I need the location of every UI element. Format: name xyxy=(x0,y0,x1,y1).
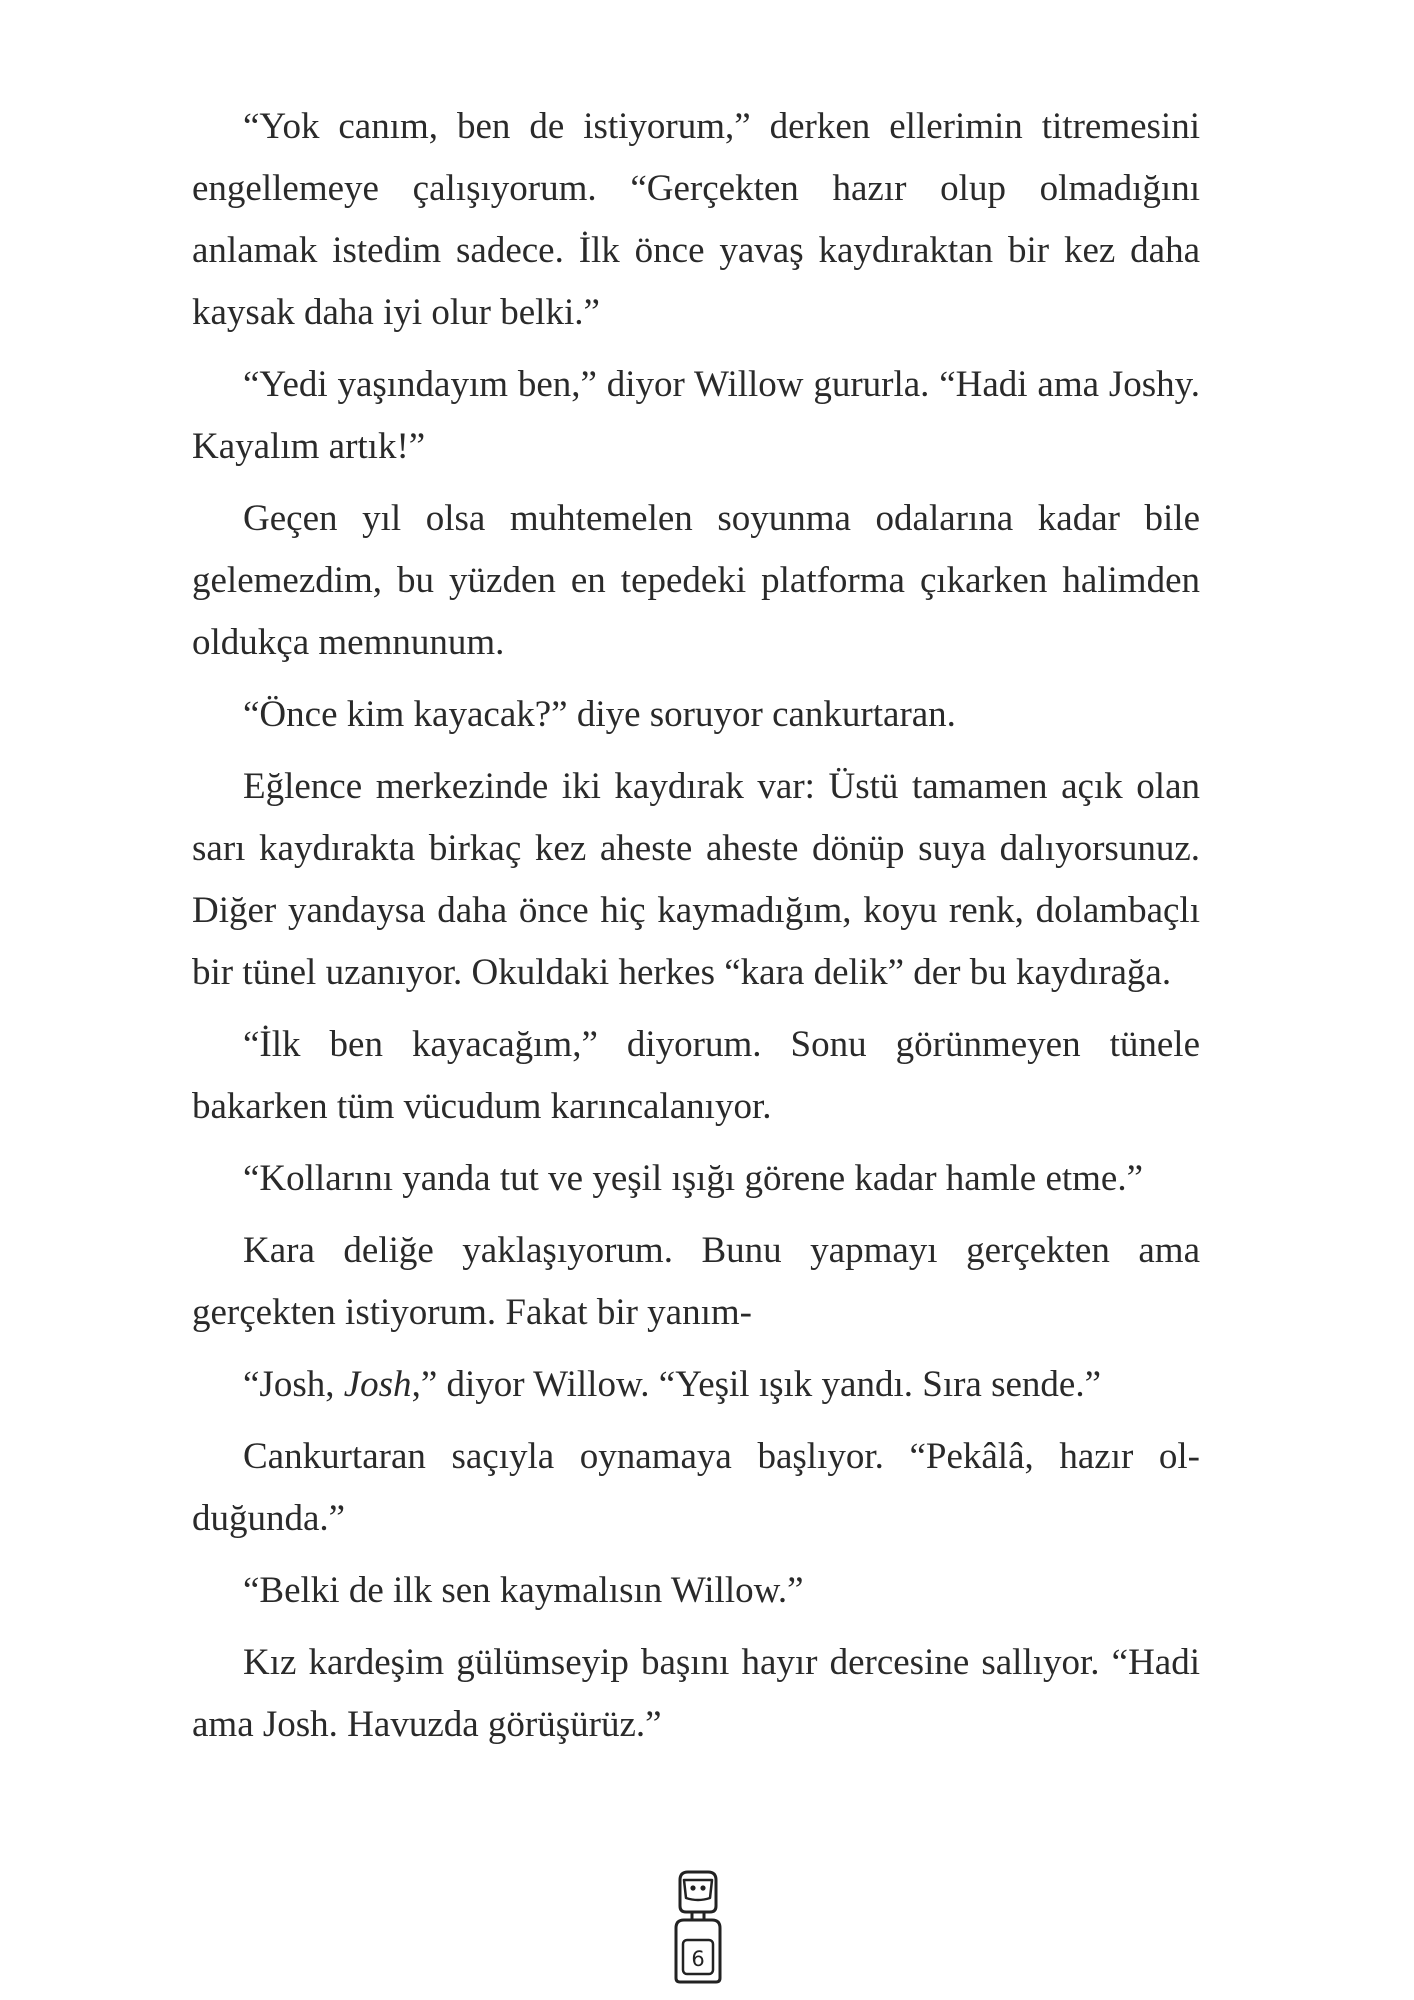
italic-text: Josh xyxy=(343,1364,412,1405)
text-run: “Önce kim kayacak?” diye soruyor cankurtaran. xyxy=(243,694,956,735)
text-run: “Kollarını yanda tut ve yeşil ışığı görene kadar hamle etme.” xyxy=(243,1158,1144,1199)
paragraph xyxy=(192,354,1200,478)
page-number: 6 xyxy=(691,1947,705,1971)
text-run: Cankurtaran saçıyla oynamaya başlıyor. “Pekâlâ, hazır olduğunda.” xyxy=(192,1436,1200,1539)
text-run: “Belki de ilk sen kaymalısın Willow.” xyxy=(243,1570,804,1611)
paragraph xyxy=(192,1632,1200,1756)
paragraph xyxy=(192,684,1200,746)
paragraph xyxy=(192,756,1200,1004)
text-run: ,” diyor Willow. “Yeşil ışık yandı. Sıra sende.” xyxy=(411,1364,1102,1405)
paragraph xyxy=(192,488,1200,674)
paragraph xyxy=(192,1014,1200,1138)
page-footer xyxy=(666,1868,730,1986)
text-run: “Josh, xyxy=(243,1364,344,1405)
paragraph xyxy=(192,1220,1200,1344)
text-run: Eğlence merkezinde iki kaydırak var: Üstü tamamen açık olan sarı kaydırakta birkaç kez aheste aheste dönüp suya dalıyorsunuz. Diğer yandaysa daha önce hiç kaymadığım, koyu renk, dolambaçlı bir tünel uzanıyor. Okuldaki herkes “kara delik” der bu kaydırağa. xyxy=(192,766,1200,993)
text-run: Geçen yıl olsa muhtemelen soyunma odalarına kadar bile gelemezdim, bu yüzden en tepedeki platforma çıkarken halimden oldukça memnunum. xyxy=(192,498,1200,663)
paragraph xyxy=(192,1148,1200,1210)
text-run: Kız kardeşim gülümseyip başını hayır dercesine sallıyor. “Hadi ama Josh. Havuzda görüşürüz.” xyxy=(192,1642,1200,1745)
text-run: “Yedi yaşındayım ben,” diyor Willow gururla. “Hadi ama Joshy. Kayalım artık!” xyxy=(192,364,1200,467)
text-run: Kara deliğe yaklaşıyorum. Bunu yapmayı gerçekten ama gerçekten istiyorum. Fakat bir yanım- xyxy=(192,1230,1200,1333)
body-text xyxy=(192,96,1200,1766)
paragraph xyxy=(192,1560,1200,1622)
text-run: “Yok canım, ben de istiyorum,” derken ellerimin titremesini engellemeye çalışıyorum. “Gerçekten hazır olup olmadığını anlamak istedim sadece. İlk önce yavaş kaydıraktan bir kez daha kaysak daha iyi olur belki.” xyxy=(192,106,1200,333)
paragraph xyxy=(192,96,1200,344)
paragraph xyxy=(192,1426,1200,1550)
text-run: “İlk ben kayacağım,” diyorum. Sonu görünmeyen tünele bakarken tüm vücudum karıncalanıyor. xyxy=(192,1024,1200,1127)
paragraph xyxy=(192,1354,1200,1416)
